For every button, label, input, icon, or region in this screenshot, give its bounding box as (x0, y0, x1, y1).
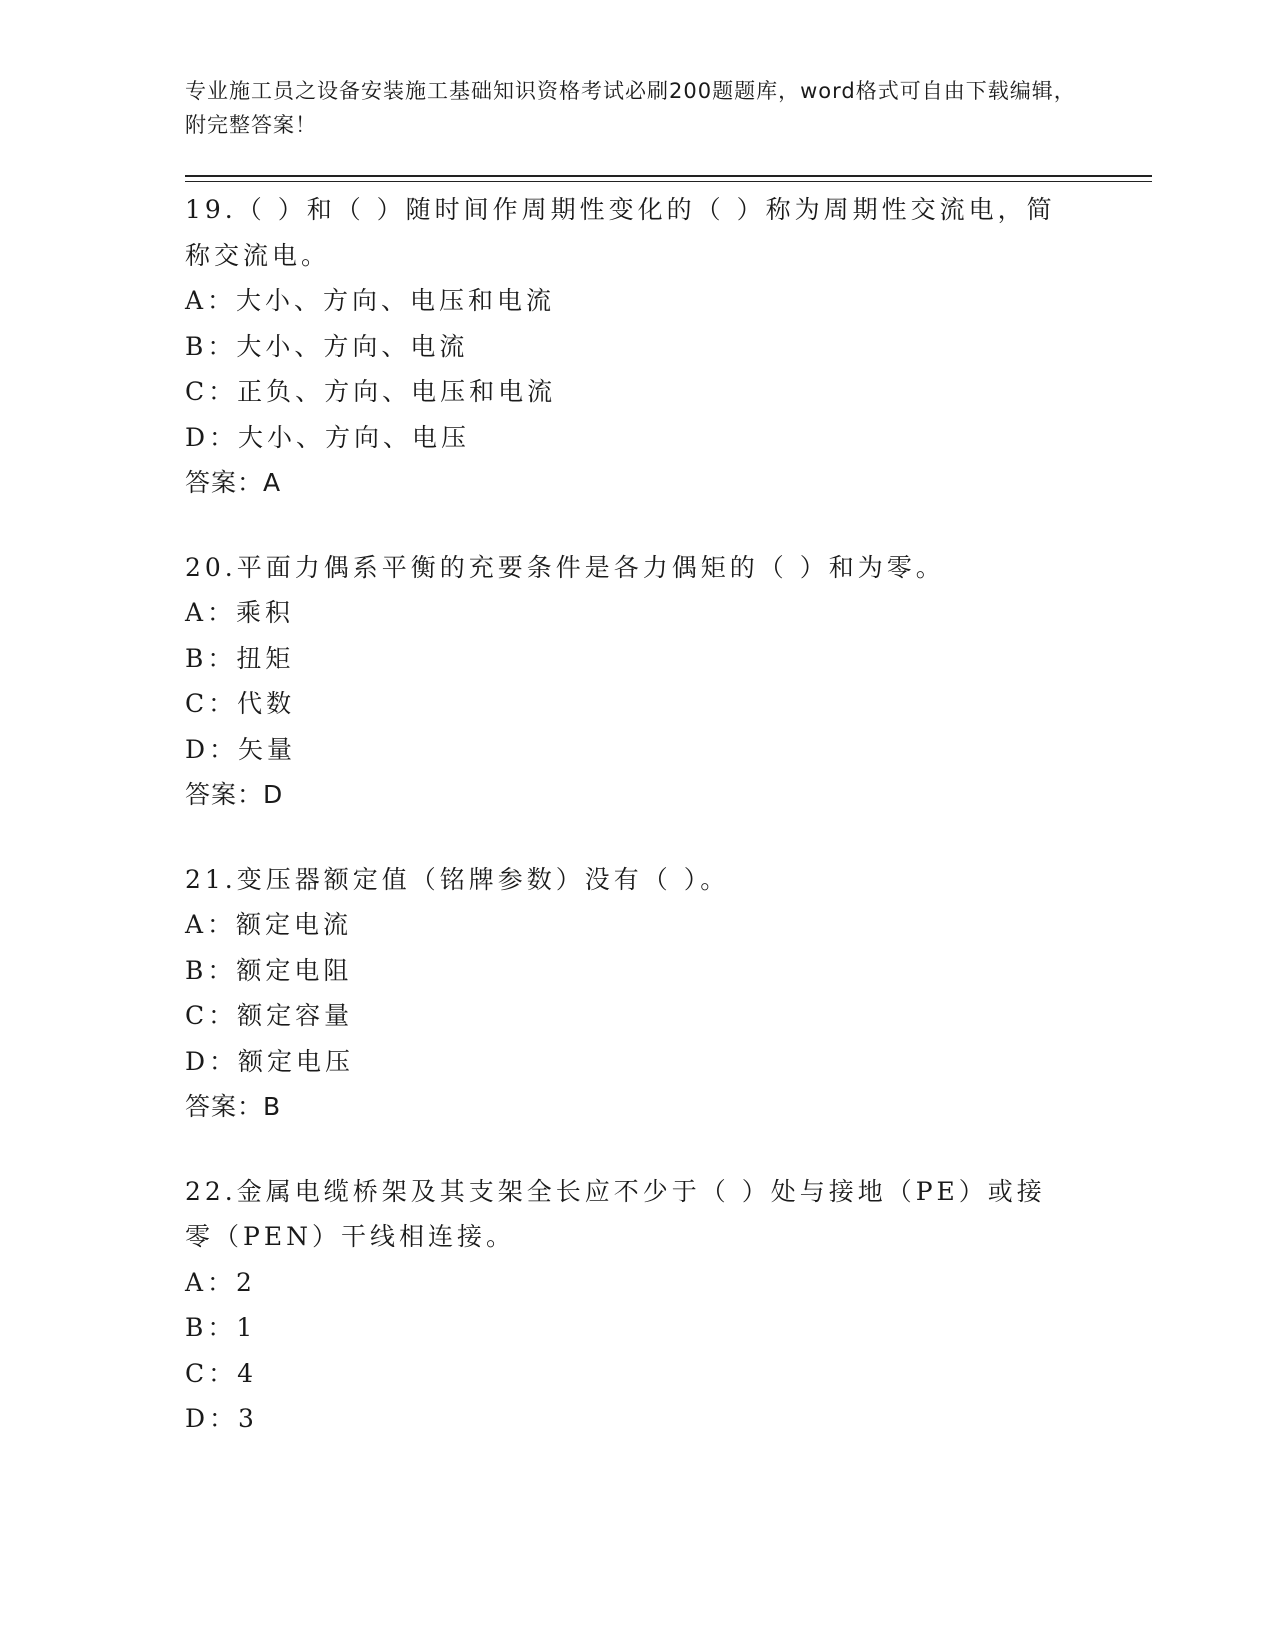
option-c: C：4 (185, 1358, 258, 1388)
option-a: A：额定电流 (185, 910, 353, 939)
option-a: A：大小、方向、电压和电流 (185, 286, 556, 315)
answer-line: 答案：A (185, 468, 282, 497)
question-21 (185, 857, 1065, 1130)
header-divider-thick (185, 175, 1152, 177)
option-a: A：乘积 (185, 598, 295, 627)
question-list (185, 187, 1065, 1481)
option-b: B：大小、方向、电流 (185, 331, 469, 361)
question-20 (185, 545, 1065, 818)
option-c: C：正负、方向、电压和电流 (185, 377, 557, 406)
question-stem: 22.金属电缆桥架及其支架全长应不少于（ ）处与接地（PE）或接零（PEN）干线相连接。 (185, 1176, 1046, 1251)
question-22 (185, 1169, 1065, 1442)
option-d: D：额定电压 (185, 1046, 355, 1076)
answer-line: 答案：B (185, 1092, 282, 1121)
option-b: B：额定电阻 (185, 955, 353, 985)
question-stem: 21.变压器额定值（铭牌参数）没有（ ）。 (185, 864, 730, 894)
header-divider-thin (185, 181, 1152, 182)
option-d: D：3 (185, 1404, 258, 1433)
option-d: D：矢量 (185, 734, 297, 764)
question-stem: 20.平面力偶系平衡的充要条件是各力偶矩的（ ）和为零。 (185, 552, 945, 582)
document-header: 专业施工员之设备安装施工基础知识资格考试必刷200题题库，word格式可自由下载编辑，附完整答案！ (185, 79, 1076, 137)
option-a: A：2 (185, 1267, 256, 1297)
option-b: B：1 (185, 1313, 257, 1342)
question-19 (185, 187, 1065, 506)
option-c: C：额定容量 (185, 1001, 354, 1030)
answer-line: 答案：D (185, 780, 284, 809)
option-b: B：扭矩 (185, 643, 295, 673)
question-stem: 19.（ ）和（ ）随时间作周期性变化的（ ）称为周期性交流电，简称交流电。 (185, 195, 1056, 270)
option-c: C：代数 (185, 689, 296, 718)
option-d: D：大小、方向、电压 (185, 422, 471, 452)
